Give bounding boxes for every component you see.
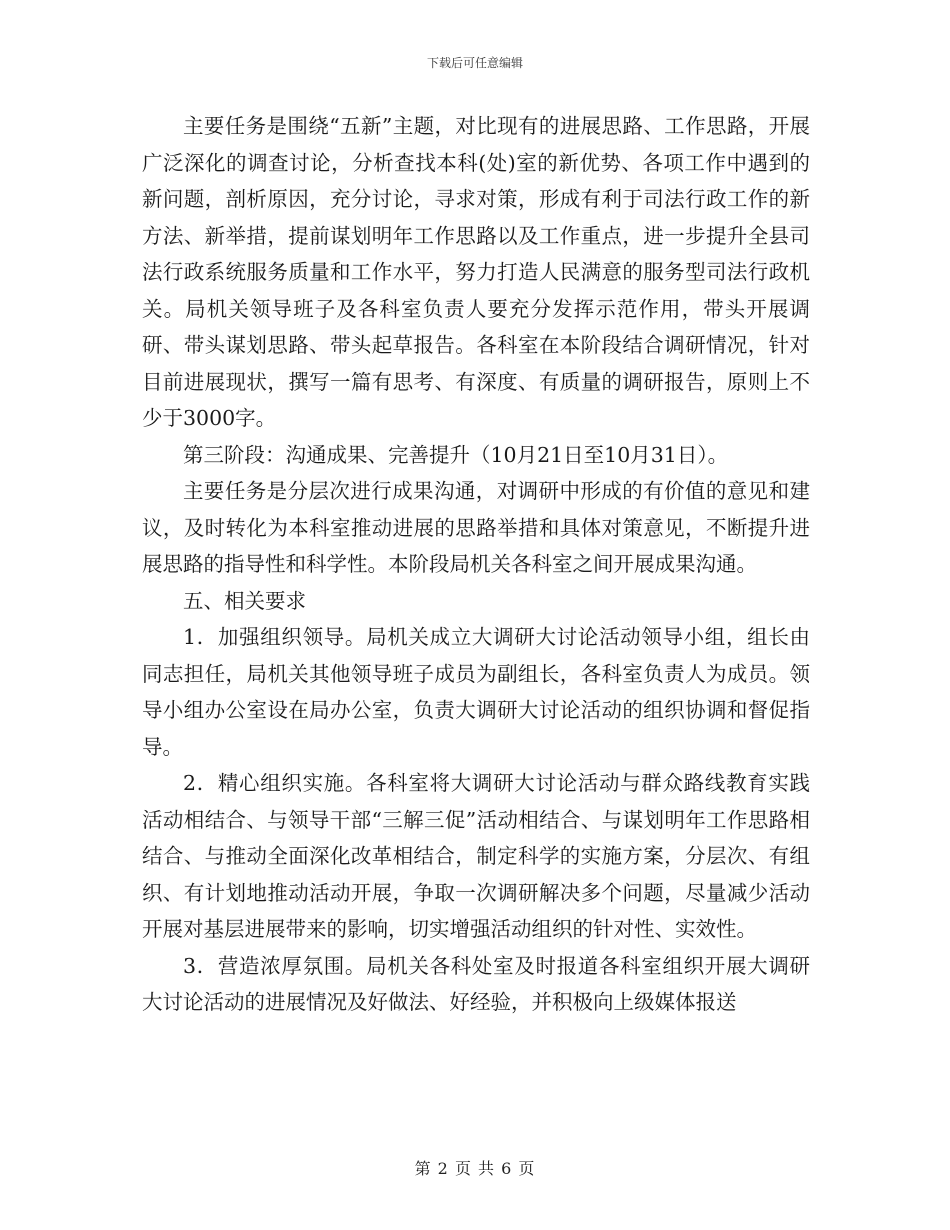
paragraph-stage3-heading: 第三阶段：沟通成果、完善提升（10月21日至10月31日）。 <box>183 442 729 467</box>
paragraph-requirement-2: 2．精心组织实施。各科室将大调研大讨论活动与群众路线教育实践活动相结合、与领导干部“三解三促”活动相结合、与谋划明年工作思路相结合、与推动全面深化改革相结合，制定科学的实施方案，分层次、有组织、有计划地推动活动开展，争取一次调研解决多个问题，尽量减少活动开展对基层进展带来的影响，切实增强活动组织的针对性、实效性。 <box>142 771 810 941</box>
paragraph-requirement-3: 3．营造浓厚氛围。局机关各科处室及时报道各科室组织开展大调研大讨论活动的进展情况及好做法、好经验，并积极向上级媒体报送 <box>142 953 810 1014</box>
section-heading-requirements: 五、相关要求 <box>183 588 306 613</box>
paragraph-main-task-stage3: 主要任务是分层次进行成果沟通，对调研中形成的有价值的意见和建议，及时转化为本科室推动进展的思路举措和具体对策意见，不断提升进展思路的指导性和科学性。本阶段局机关各科室之间开展成果沟通。 <box>142 479 810 576</box>
document-body <box>142 108 810 1021</box>
page-number-footer: 第 2 页 共 6 页 <box>414 1159 536 1178</box>
paragraph-requirement-1: 1．加强组织领导。局机关成立大调研大讨论活动领导小组，组长由同志担任，局机关其他领导班子成员为副组长，各科室负责人为成员。领导小组办公室设在局办公室，负责大调研大讨论活动的组织协调和督促指导。 <box>142 625 810 759</box>
page-header: 下载后可任意编辑 <box>426 56 523 70</box>
paragraph-main-task-stage2: 主要任务是围绕“五新”主题，对比现有的进展思路、工作思路，开展广泛深化的调查讨论，分析查找本科(处)室的新优势、各项工作中遇到的新问题，剖析原因，充分讨论，寻求对策，形成有利于司法行政工作的新方法、新举措，提前谋划明年工作思路以及工作重点，进一步提升全县司法行政系统服务质量和工作水平，努力打造人民满意的服务型司法行政机关。局机关领导班子及各科室负责人要充分发挥示范作用，带头开展调研、带头谋划思路、带头起草报告。各科室在本阶段结合调研情况，针对目前进展现状，撰写一篇有思考、有深度、有质量的调研报告，原则上不少于3000字。 <box>142 114 810 430</box>
